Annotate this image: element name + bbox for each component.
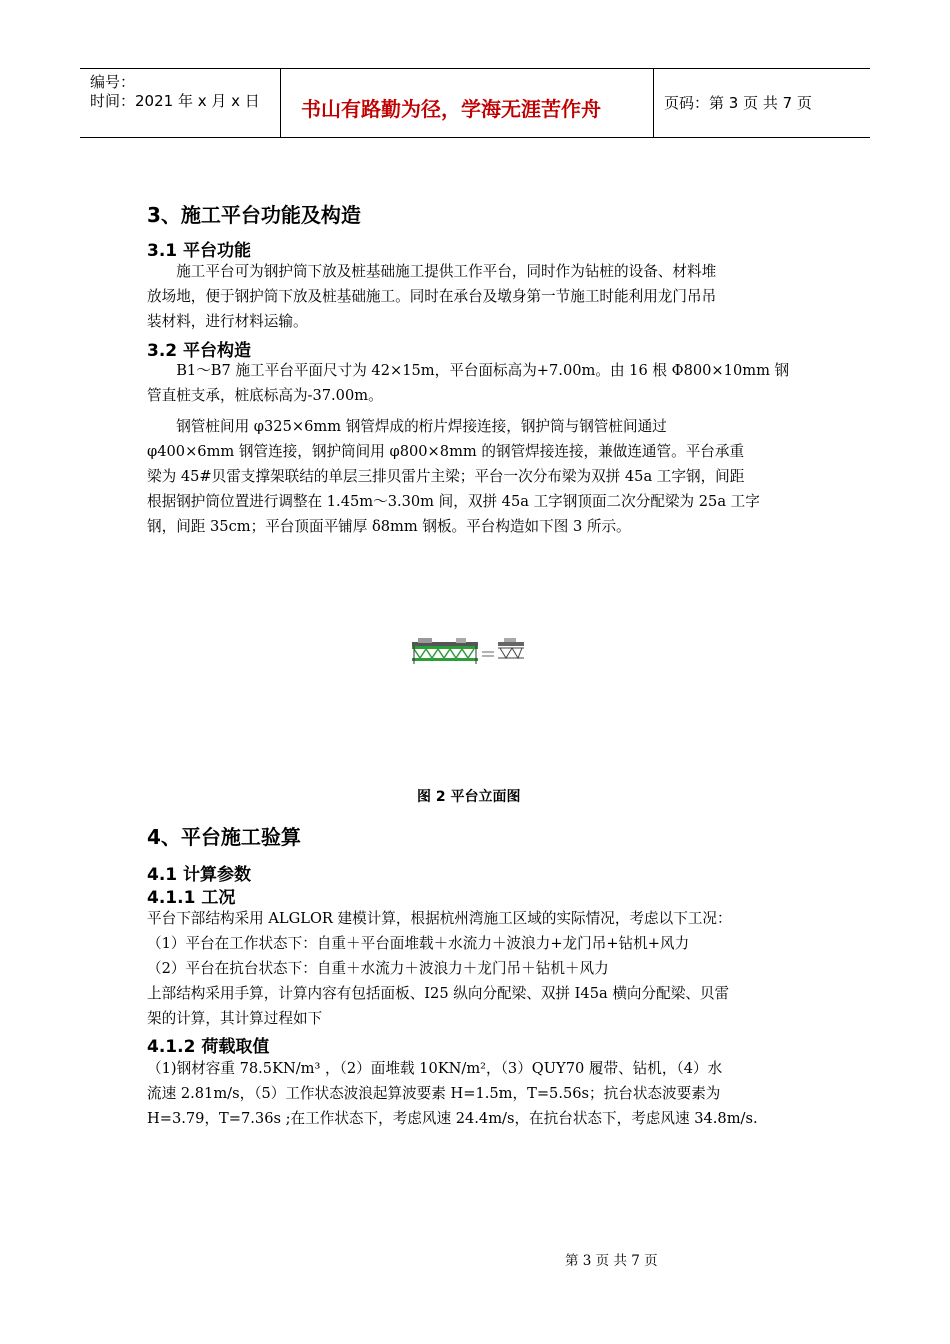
paragraph-line: H=3.79，T=7.36s ;在工作状态下，考虑风速 24.4m/s，在抗台状态下，考虑风速 34.8m/s.: [147, 1110, 758, 1127]
section-4-1-1-body: [147, 906, 732, 1031]
paragraph-line: B1～B7 施工平台平面尺寸为 42×15m，平台面标高为+7.00m。由 16 根 Φ800×10mm 钢: [147, 362, 790, 379]
paragraph-line: 装材料，进行材料运输。: [147, 313, 308, 330]
paragraph-line: 上部结构采用手算，计算内容有包括面板、I25 纵向分配梁、双拼 I45a 横向分配梁、贝雷: [147, 985, 730, 1002]
section-4-1-2-title: 4.1.2 荷载取值: [147, 1037, 270, 1057]
paragraph-line: 管直桩支承，桩底标高为-37.00m。: [147, 387, 383, 404]
paragraph-line: （2）平台在抗台状态下：自重＋水流力＋波浪力＋龙门吊＋钻机＋风力: [147, 960, 609, 977]
paragraph-line: 梁为 45#贝雷支撑架联结的单层三排贝雷片主梁；平台一次分布梁为双拼 45a 工字钢，间距: [147, 468, 745, 485]
paragraph-line: （1)钢材容重 78.5KN/m³ ，（2）面堆载 10KN/m²，（3）QUY70 履带、钻机，（4）水: [147, 1060, 723, 1077]
paragraph-line: （1）平台在工作状态下：自重＋平台面堆载＋水流力＋波浪力+龙门吊+钻机+风力: [147, 935, 690, 952]
section-3-2-title: 3.2 平台构造: [147, 341, 252, 361]
section-3-1-body: [147, 259, 716, 334]
paragraph-line: φ400×6mm 钢管连接，钢护筒间用 φ800×8mm 的钢管焊接连接，兼做连通管。平台承重: [147, 443, 745, 460]
paragraph-line: 放场地，便于钢护筒下放及桩基础施工。同时在承台及墩身第一节施工时能利用龙门吊吊: [147, 288, 717, 305]
header-left-cell: [80, 69, 281, 137]
header-table: [80, 68, 870, 138]
section-3-title: 3、施工平台功能及构造: [147, 203, 361, 227]
section-4-1-title: 4.1 计算参数: [147, 865, 252, 885]
paragraph-line: 施工平台可为钢护筒下放及桩基础施工提供工作平台，同时作为钻桩的设备、材料堆: [147, 263, 717, 280]
page-label: 页码：第 3 页 共 7 页: [664, 94, 812, 112]
paragraph-line: 钢管桩间用 φ325×6mm 钢管焊成的桁片焊接连接，钢护筒与钢管桩间通过: [147, 418, 667, 435]
platform-elevation-figure: [410, 636, 526, 666]
header-middle-cell: [281, 69, 654, 137]
section-3-1-title: 3.1 平台功能: [147, 241, 252, 261]
number-label: 编号：: [90, 73, 136, 91]
paragraph-line: 根据钢护筒位置进行调整在 1.45m～3.30m 间，双拼 45a 工字钢顶面二次分配梁为 25a 工字: [147, 493, 760, 510]
figure-caption: 图 2 平台立面图: [417, 789, 521, 805]
paragraph-line: 钢，间距 35cm；平台顶面平铺厚 δ8mm 钢板。平台构造如下图 3 所示。: [147, 518, 631, 535]
section-3-2-body: [147, 358, 789, 539]
time-label: 时间：2021 年 x 月 x 日: [90, 92, 260, 110]
paragraph-line: 架的计算，其计算过程如下: [147, 1010, 323, 1027]
paragraph-line: 流速 2.81m/s，（5）工作状态波浪起算波要素 H=1.5m，T=5.56s；抗台状态波要素为: [147, 1085, 721, 1102]
section-4-title: 4、平台施工验算: [147, 825, 301, 849]
section-4-1-2-body: [147, 1056, 758, 1131]
section-4-1-1-title: 4.1.1 工况: [147, 888, 236, 908]
motto-text: 书山有路勤为径，学海无涯苦作舟: [301, 97, 601, 121]
page-footer: 第 3 页 共 7 页: [565, 1253, 658, 1269]
header-right-cell: [654, 69, 870, 137]
paragraph-line: 平台下部结构采用 ALGLOR 建模计算，根据杭州湾施工区域的实际情况，考虑以下工况：: [147, 910, 732, 927]
